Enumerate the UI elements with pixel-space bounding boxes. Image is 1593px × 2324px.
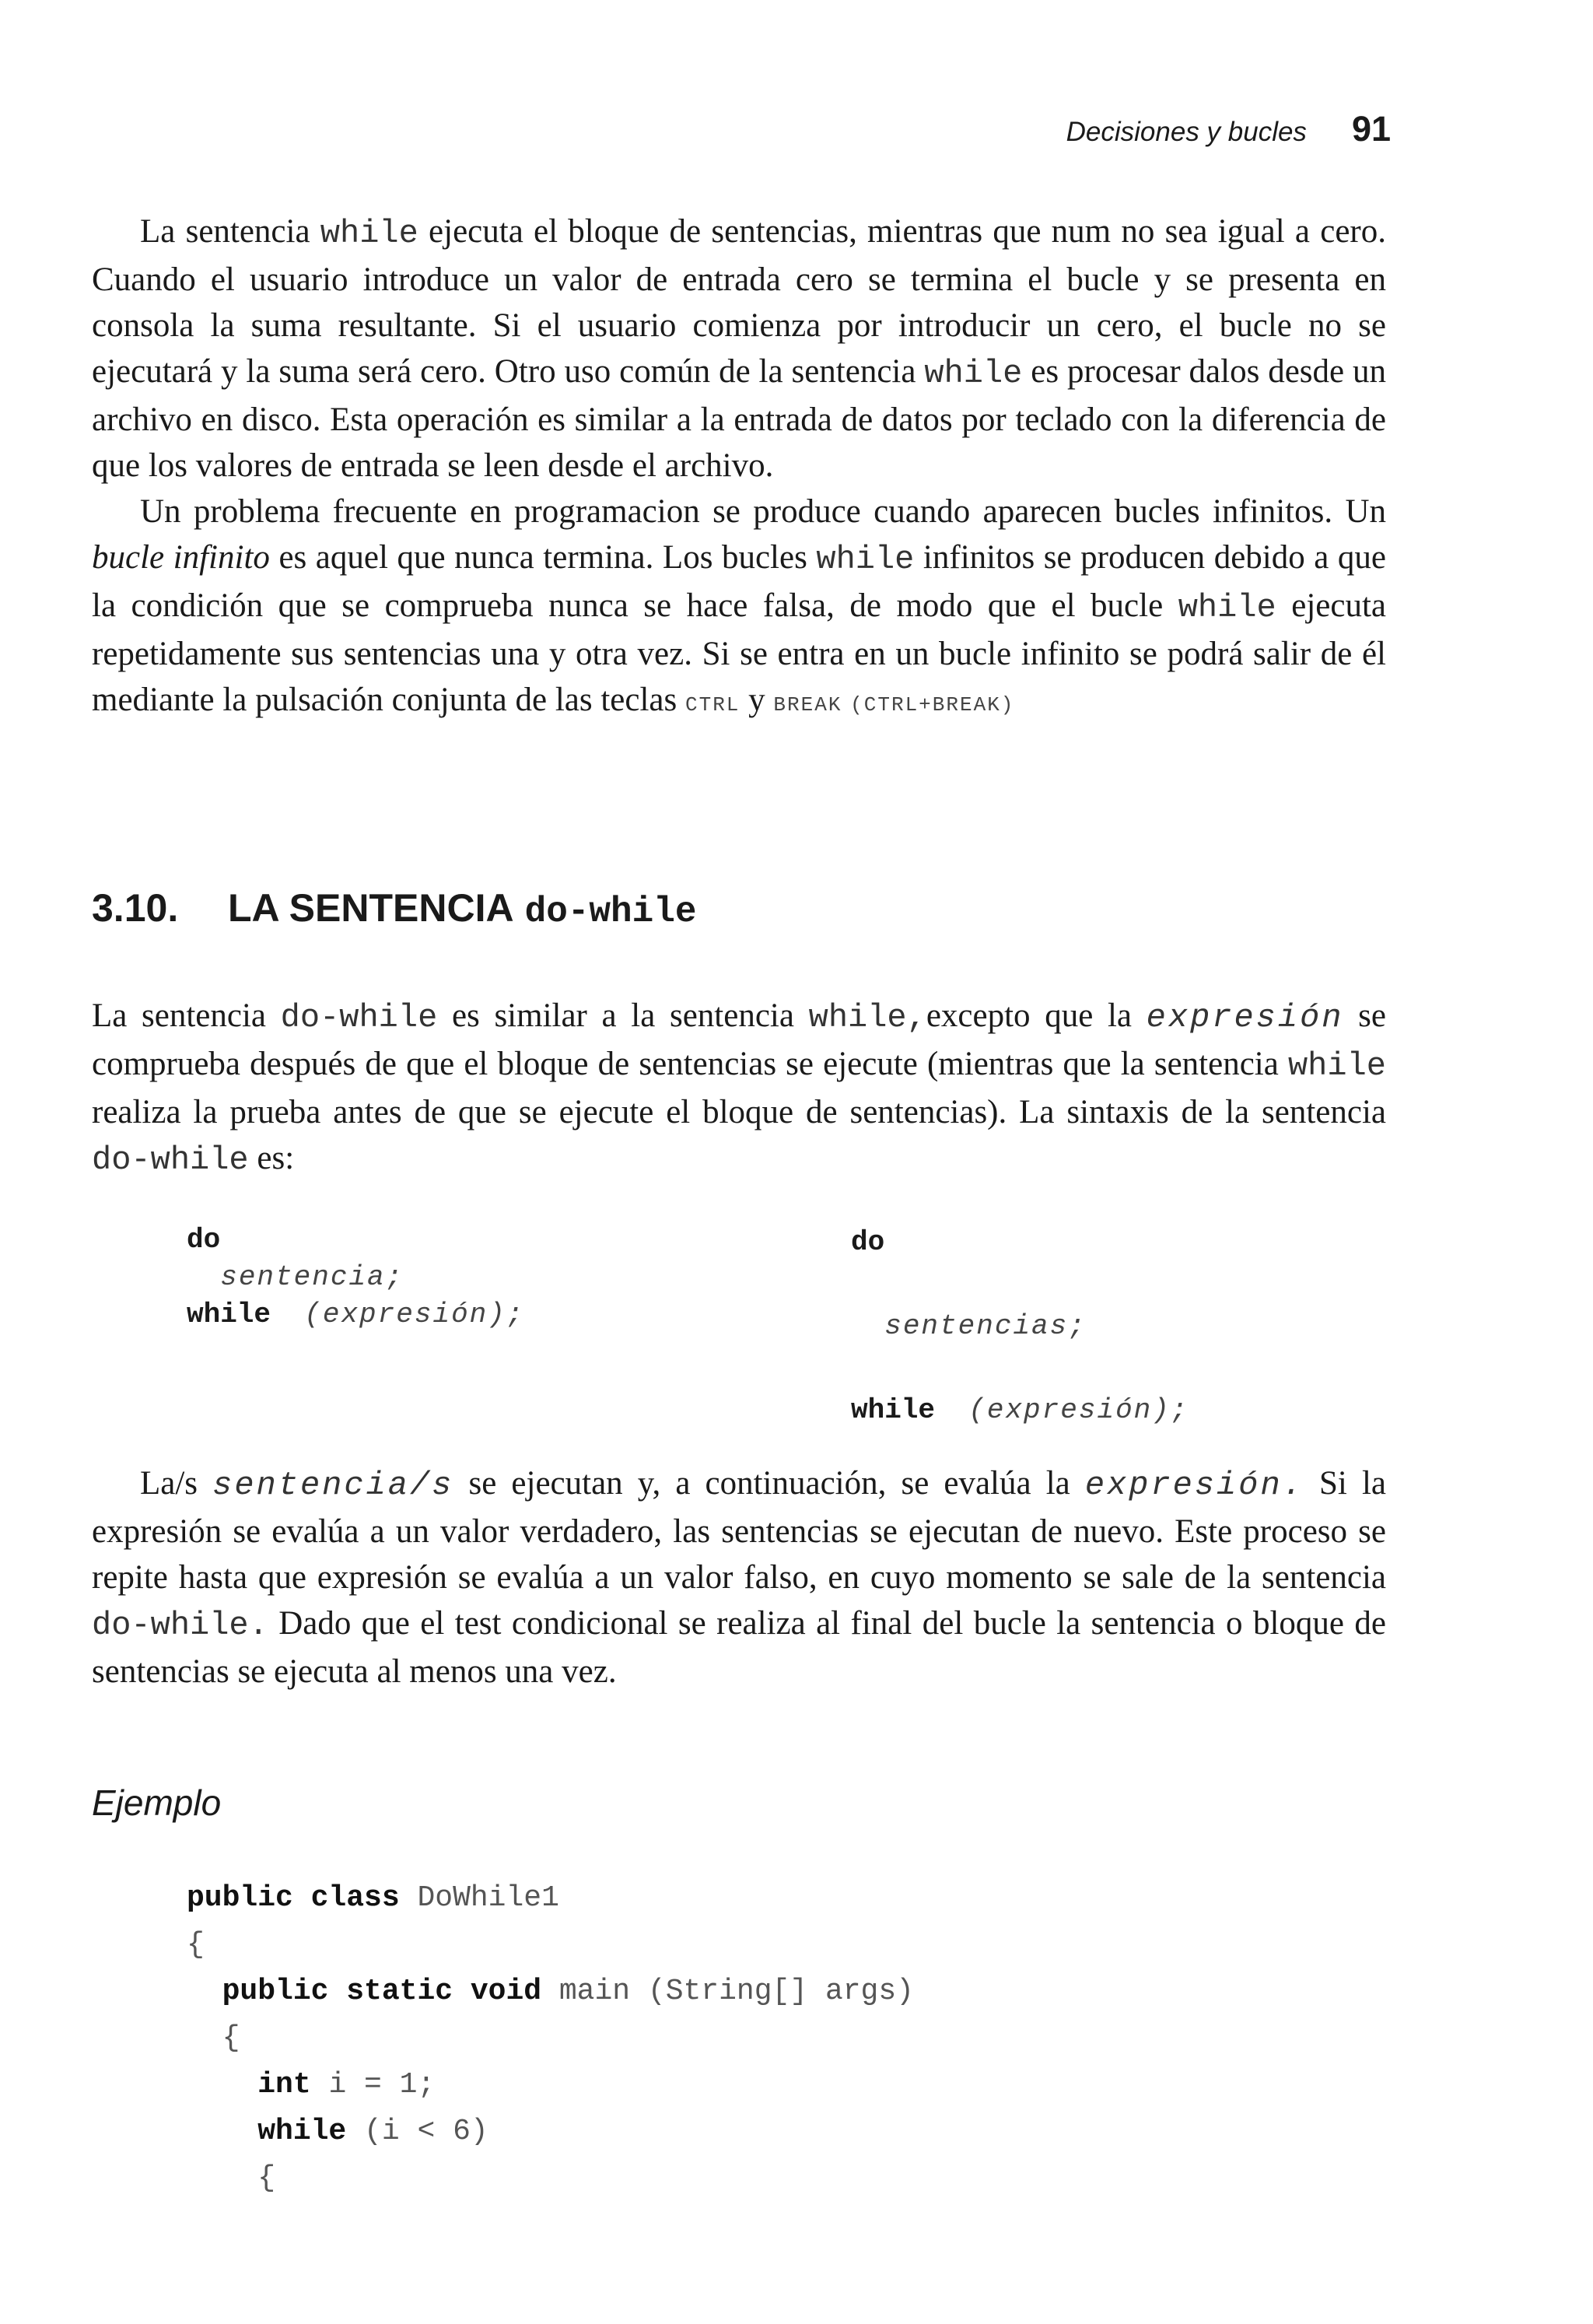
inline-code: do-while — [280, 999, 438, 1036]
code-line — [187, 1968, 914, 2015]
code-text: (i < 6) — [346, 2115, 488, 2148]
key-label: CTRL — [684, 693, 740, 717]
text-run: y — [740, 682, 774, 718]
text-run: es: — [248, 1140, 295, 1176]
code-text: DoWhile1 — [399, 1881, 559, 1915]
text-run: se comprueba después de que el bloque de sentencias se ejecute (mientras que la sentencia — [92, 997, 1386, 1082]
code-line — [187, 1875, 914, 1922]
inline-code: while — [924, 355, 1023, 392]
code-text: main (String[] args) — [541, 1975, 914, 2008]
paragraph-execution — [92, 1460, 1386, 1695]
text-run: Si la expresión se evalúa a un valor verdadero, las sentencias se ejecutan de nuevo. Este proceso se repite hasta que expresión se evalúa a un valor falso, en cuyo momento se sale de la sentencia — [92, 1465, 1386, 1596]
text-run: infinitos se producen debido a que la condición que se comprueba nunca se hace falsa, de modo que el bucle — [92, 539, 1386, 624]
syntax-block-multiple — [851, 1222, 1189, 1432]
inline-code: while, — [808, 999, 926, 1036]
running-header-title: Decisiones y bucles — [1066, 117, 1307, 147]
code-keyword: public static void — [222, 1975, 542, 2008]
code-keyword: public class — [187, 1881, 400, 1915]
text-run: La sentencia — [92, 997, 281, 1034]
text-run: Un problema frecuente en programacion se produce cuando aparecen bucles infinitos. Un — [140, 493, 1386, 530]
syntax-body: sentencia; — [220, 1261, 404, 1293]
code-keyword: while — [257, 2115, 347, 2148]
text-run: Dado que el test condicional se realiza al final del bucle la sentencia o bloque de sentencias se ejecuta al menos una vez. — [92, 1605, 1386, 1690]
section-title-code: do-while — [524, 892, 697, 932]
syntax-body: sentencias; — [884, 1310, 1087, 1342]
code-line — [187, 1922, 914, 1968]
key-label: (CTRL+BREAK) — [850, 693, 1015, 717]
inline-code: do-while — [92, 1141, 249, 1179]
code-keyword: int — [257, 2068, 311, 2101]
code-text: { — [257, 2161, 276, 2195]
text-run: excepto que la — [926, 997, 1147, 1034]
text-run: es similar a la sentencia — [437, 997, 809, 1034]
inline-code: sentencia/s — [212, 1467, 454, 1504]
text-run: es procesar dalos desde un archivo en disco. Esta operación es similar a la entrada de datos por teclado con la diferencia de que los valores de entrada se leen desde el archivo. — [92, 353, 1386, 484]
syntax-condition: (expresión); — [968, 1394, 1189, 1426]
text-run: se ejecutan y, a continuación, se evalúa la — [453, 1465, 1085, 1502]
example-heading: Ejemplo — [92, 1782, 222, 1823]
text-run: ejecuta repetidamente sus sentencias una y otra vez. Si se entra en un bucle infinito se podrá salir de él mediante la pulsación conjunta de las teclas — [92, 587, 1386, 718]
code-line — [187, 2108, 914, 2155]
paragraph-do-while — [92, 993, 1386, 1183]
text-run: ejecuta el bloque de sentencias, mientras que num no sea igual a cero. Cuando el usuario introduce un valor de entrada cero se termina el bucle y se presenta en consola la suma resultante. Si el usuario comienza por introducir un cero, el bucle no se ejecutará y la suma será cero. Otro uso común de la sentencia — [92, 213, 1386, 390]
text-run: La sentencia — [140, 213, 320, 250]
keyword: do — [187, 1224, 221, 1256]
page-number: 91 — [1351, 109, 1391, 149]
section-title: LA SENTENCIA — [228, 886, 514, 930]
intro-text — [92, 209, 1386, 728]
keyword: while — [851, 1394, 936, 1426]
inline-code: while — [816, 541, 915, 578]
paragraph-infinite-loop — [92, 489, 1386, 728]
inline-code: expresión. — [1084, 1467, 1304, 1504]
syntax-block-single — [187, 1222, 525, 1334]
keyword: while — [187, 1299, 271, 1330]
text-run: realiza la prueba antes de que se ejecute el bloque de sentencias). La sintaxis de la sentencia — [92, 1094, 1386, 1130]
key-label: BREAK — [773, 693, 842, 717]
paragraph-while — [92, 209, 1386, 489]
inline-code: expresión — [1146, 999, 1344, 1036]
inline-code: while — [1287, 1047, 1386, 1085]
inline-code: while — [320, 215, 418, 252]
code-line — [187, 2062, 914, 2108]
code-text: { — [187, 1928, 205, 1961]
code-text: { — [222, 2021, 240, 2055]
section-number: 3.10. — [92, 886, 179, 930]
code-listing — [187, 1875, 914, 2202]
running-header — [1066, 109, 1391, 156]
code-text: i = 1; — [310, 2068, 436, 2101]
section-heading — [92, 885, 696, 955]
inline-code: do-while. — [92, 1607, 268, 1644]
italic-term: bucle infinito — [92, 539, 270, 576]
execution-description — [92, 1460, 1386, 1695]
syntax-condition: (expresión); — [304, 1299, 525, 1330]
inline-code: while — [1178, 589, 1276, 626]
keyword: do — [851, 1226, 885, 1258]
text-run: es aquel que nunca termina. Los bucles — [269, 539, 817, 576]
code-line — [187, 2015, 914, 2062]
text-run: La/s — [140, 1465, 213, 1502]
do-while-description — [92, 993, 1386, 1183]
code-line — [187, 2155, 914, 2202]
